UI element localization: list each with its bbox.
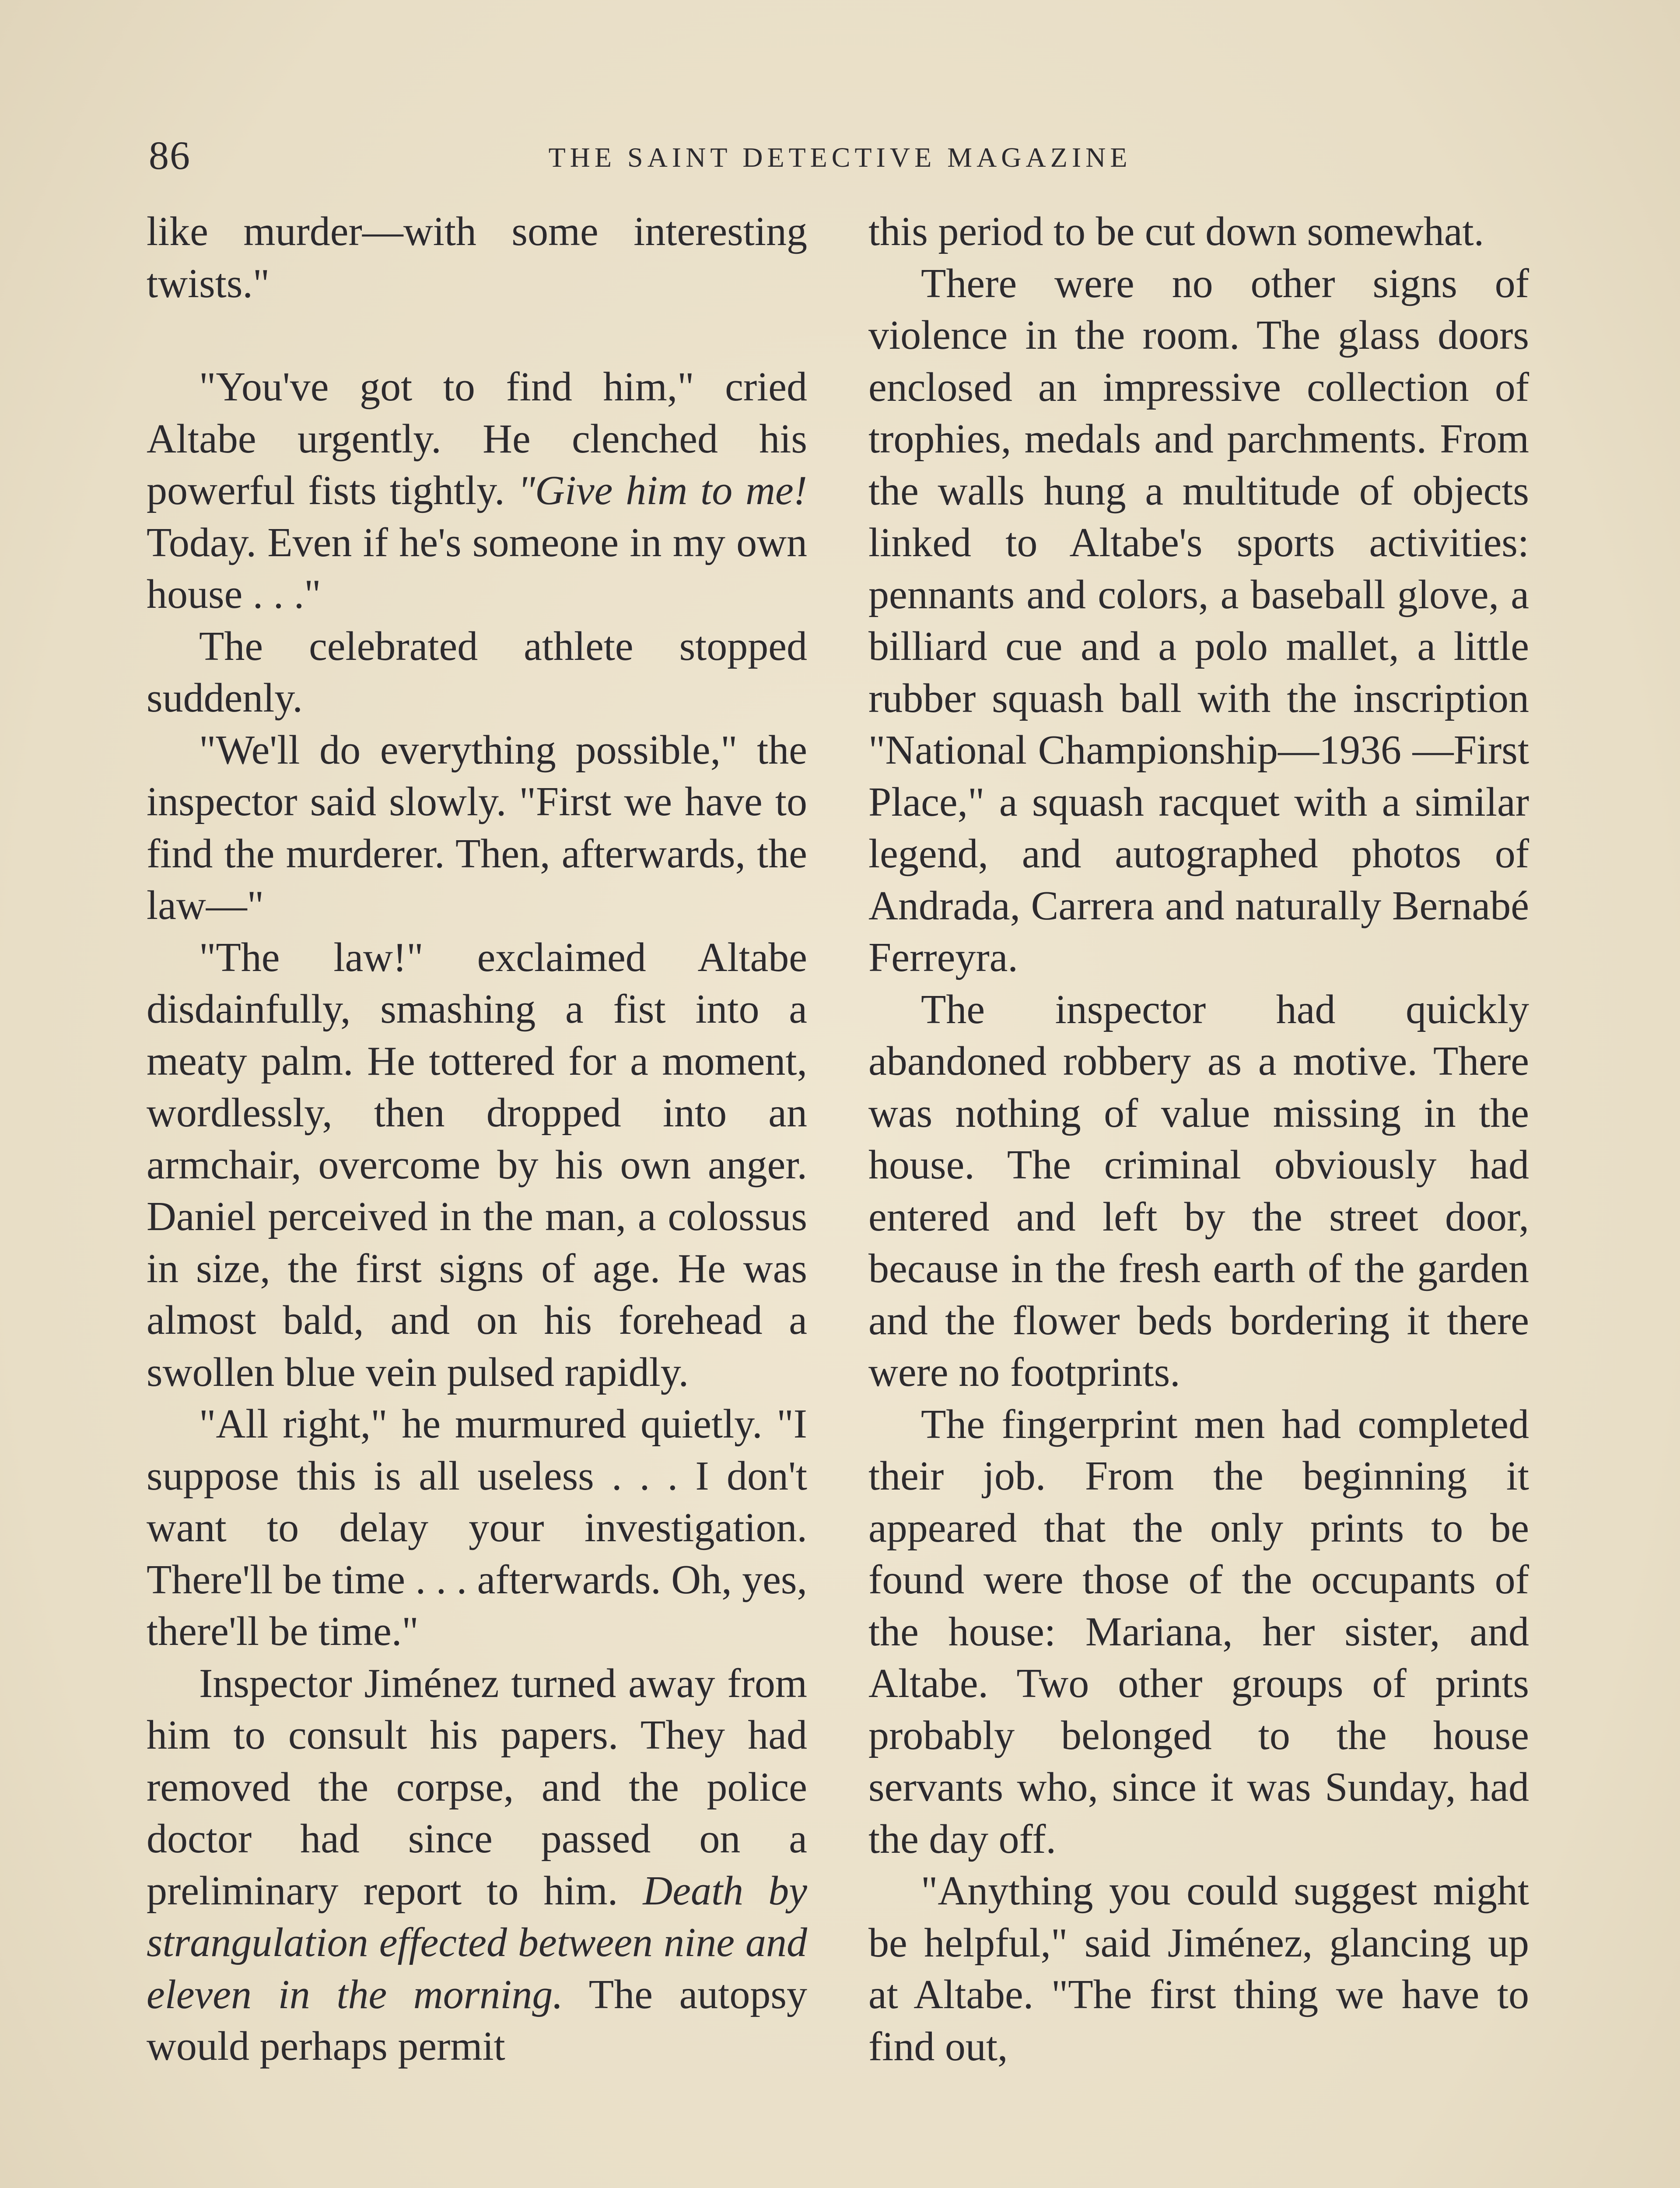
right-column [868,206,1529,2072]
paragraph-text: Today. Even if he's someone in my own house . . ." [147,519,807,617]
paragraph: There were no other signs of violence in the room. The glass doors enclosed an impressive collection of trophies, medals and parchments. From the walls hung a multitude of objects linked to Altabe's sports activities: pennants and colors, a baseball glove, a billiard cue and a polo mallet, a little rubber squash ball with the inscription "National Championship—1936 —First Place," a squash racquet with a similar legend, and autographed photos of Andrada, Carrera and naturally Bernabé Ferreyra. [868,260,1529,980]
italic-text: Death by strangulation effected between nine and eleven in the morning. [147,1868,807,2017]
paragraph-text: "You've got to find him," cried Altabe urgently. He clenched his powerful fists tightly. [147,364,807,513]
paragraph [147,1658,807,2072]
running-title: THE SAINT DETECTIVE MAGAZINE [548,142,1132,173]
paragraph: "All right," he murmured quietly. "I suppose this is all useless . . . I don't want to delay your investigation. There'll be time . . . afterwards. Oh, yes, there'll be time." [147,1401,807,1654]
paragraph: "The law!" exclaimed Altabe disdainfully, smashing a fist into a meaty palm. He tottered for a moment, wordlessly, then dropped into an armchair, overcome by his own anger. Daniel perceived in the man, a colossus in size, the first signs of age. He was almost bald, and on his forehead a swollen blue vein pulsed rapidly. [147,934,807,1395]
paragraph: like murder—with some interesting twists." [147,209,807,306]
italic-text: "Give him to me! [518,468,807,513]
paragraph-text: The autopsy would perhaps permit [147,1971,807,2069]
paragraph: The fingerprint men had completed their job. From the beginning it appeared that the only prints to be found were those of the occupants of the house: Mariana, her sister, and Altabe. Two other groups of prints probably belonged to the house servants who, since it was Sunday, had the day off. [868,1401,1529,1862]
paragraph: The celebrated athlete stopped suddenly. [147,623,807,721]
left-column [147,206,807,2072]
paragraph [147,361,807,621]
paragraph: The inspector had quickly abandoned robbery as a motive. There was nothing of value missing in the house. The criminal obviously had entered and left by the street door, because in the fresh earth of the garden and the flower beds bordering it there were no footprints. [868,986,1529,1395]
paragraph: this period to be cut down somewhat. [868,209,1484,254]
page-number: 86 [149,133,191,178]
paragraph-text: Inspector Jiménez turned away from him to consult his papers. They had removed the corpse, and the police doctor had since passed on a preliminary report to him. [147,1660,807,1914]
paragraph: "Anything you could suggest might be helpful," said Jiménez, glancing up at Altabe. "The first thing we have to find out, [868,1868,1529,2069]
paragraph: "We'll do everything possible," the inspector said slowly. "First we have to find the murderer. Then, afterwards, the law—" [147,727,807,928]
